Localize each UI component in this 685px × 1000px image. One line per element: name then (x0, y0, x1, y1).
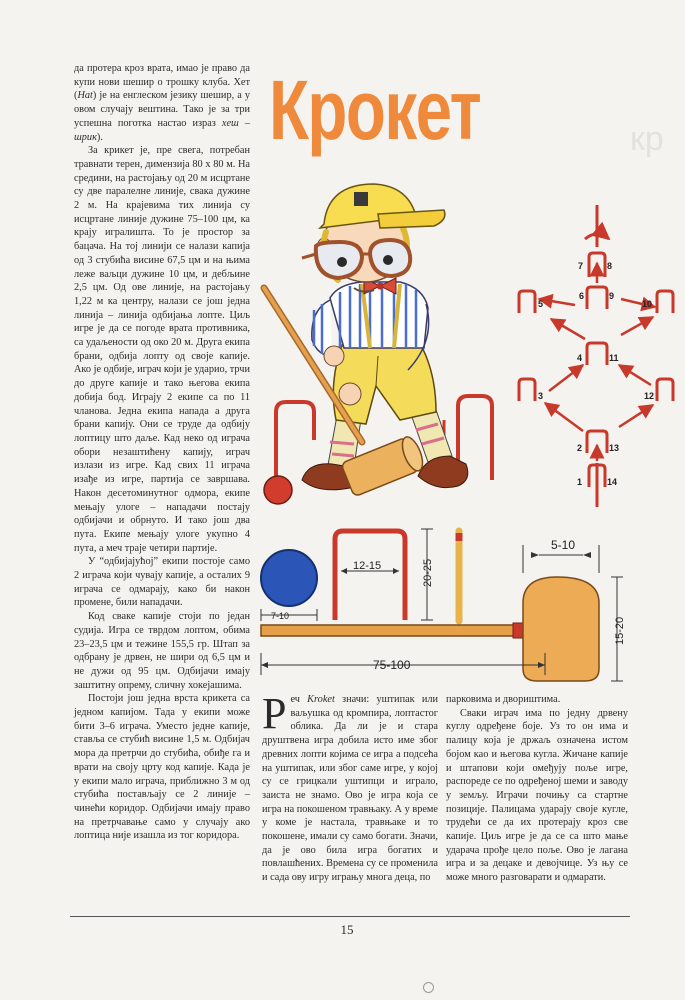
wicket-number-7: 7 (578, 261, 584, 271)
wicket-12 (657, 379, 673, 401)
paragraph-1: да протера кроз врата, имао је право да купи нови шешир о трошку клуба. Хет (Hat) је на енглеском језику шешир, а у овом случају вештина. Тако је за три успешна поготка настао израз хеш – шрик). (74, 63, 250, 143)
croquet-boy-illustration (258, 180, 508, 510)
wicket-5 (519, 291, 535, 313)
middle-column (262, 689, 438, 885)
wicket-number-14: 14 (607, 477, 618, 487)
page-number: 15 (340, 922, 354, 937)
page-title: Крокет (269, 63, 481, 157)
registration-mark-icon (423, 982, 434, 993)
left-column (74, 62, 250, 843)
wicket-number-9: 9 (609, 291, 615, 301)
wicket-number-5: 5 (538, 299, 544, 309)
paragraph-2: За крикет је, пре свега, потребан травнати терен, димензија 80 х 80 м. На средини, на растојању од 20 м исцртане су две паралелне линије, свака дужине 2 м. На крајевима тих линија су исцртане линије дужине 75–100 цм, ка крају игралишта. То је простор за бацача. На тој линији се налази капија од 3 стубића висине 67,5 цм и на њима леже ваљци дужине 10 цм, и дебљине 2,5 цм. Од ове линије, на растојању 1,22 м ка центру, налази се још једна линија – линија одбијања лопте. Циљ игре је да се погоде врата противника, са удаљености од око 20 м. Друга екипа брани, одбија лопту од своје капије. Ако је одбије, играч који је ударио, трчи до друге капије и тако његова екипа добија бод. Играју 2 екипе са по 11 чланова. Једна екипа напада а друга брани капију. Они се труде да одбију лоптицу што даље. Кад неко од играча обори незаштићену капију, играч излази из игре. Кад свих 11 играча изађе из игре, партија се завршава. Након десетоминутног одмора, екипе мењају улоге – нападачи постају одбијачи и обрнуто. И тако још два пута. Екипе мењају улоге укупно 4 пута, а меч траје четири партије. (74, 145, 250, 554)
wicket-height-label: 20-25 (422, 558, 434, 587)
wicket-number-4: 4 (577, 353, 583, 363)
intro-paragraph: Реч Kroket значи: уштипак или ваљушка од кромпира, лоптастог облика. Да ли је и стара друштвена игра добила исто име због древних лопти којима се игра а подсећа на уштипак, или због саме игре, у којој су се грицкали уштипци и играло, заиста не знамо. Ово је игра која се игра на покошеном травњаку. А у време у коме је настала, травњаке и то покошене, имали су само богати. Значи, да је ово била игра богатих и повлашћених. Времена су се променила и сада ову игру игрању многа деца, по (262, 689, 438, 884)
wicket-number-6: 6 (579, 291, 585, 301)
wicket-number-2: 2 (577, 443, 583, 453)
head-diameter-label: 5-10 (551, 538, 576, 552)
right-paragraph-1: парковима и двориштима. (446, 694, 561, 705)
wicket-10 (657, 291, 673, 313)
paragraph-5: Постоји још једна врста крикета са једном капијом. Тада у екипи може бити 3–6 играча. Уместо једне капије, ставља се стубић висине 1,5 м. Одбијач мора да претрчи до стубића, обиђе га и врати на своју црту код капије. Када је у екипи мало играча, приближно 3 м од стубића постављају се 2 линије – чинећи коридор. Одбијачи имају право на претрчавање само у случају ако лоптица није изашла из тог коридора. (74, 693, 250, 842)
wicket-number-1: 1 (577, 477, 583, 487)
paragraph-4: Код сваке капије стоји по један судија. Игра се тврдом лоптом, обима 23–23,5 цм и тежине 155,5 гр. Штап за одбрану је дрвен, не шири од 6,5 цм и не дужи од 95 цм. Одбијачи имају заштитну опрему, сличну хокејашима. (74, 611, 250, 691)
wicket-number-12: 12 (644, 391, 655, 401)
drop-cap: Р (262, 689, 287, 738)
wicket-number-3: 3 (538, 391, 544, 401)
mallet-length-label: 75-100 (373, 658, 411, 672)
wicket-number-11: 11 (609, 353, 619, 363)
wicket-4-11 (587, 343, 607, 365)
wicket-number-10: 10 (642, 299, 653, 309)
blue-ball (261, 550, 317, 606)
wicket (335, 531, 405, 620)
mallet-handle (261, 625, 517, 636)
footer-rule (70, 916, 630, 917)
wicket-width-label: 12-15 (353, 560, 382, 572)
head-length-label: 15-20 (614, 616, 626, 645)
wicket-6-9 (587, 287, 607, 309)
faded-ghost-letters: кр (630, 120, 664, 158)
course-layout-diagram (505, 195, 685, 515)
wicket-number-8: 8 (607, 261, 613, 271)
wicket-3 (519, 379, 535, 401)
right-paragraph-2: Сваки играч има по једну дрвену куглу одређене боје. Уз то он има и палицу која је држаљ означена истом бојом као и његова кугла. Жичане капије и штапови који омеђују поље игре, распореде се по одређеној шеми и заводу у земљу. Играчи почињу са стартне позиције. Палицама ударају своје кугле, трудећи се да их протерају кроз све капије. Циљ игре је да се са што мање ударача прође цело поље. Ово је лагана игра и за децаке и девојчице. Уз њу се може много разговарати и одмарати. (446, 707, 628, 884)
ball-diameter-label: 7-10 (271, 611, 290, 621)
equipment-dimensions-diagram (255, 525, 630, 690)
right-column (446, 693, 628, 885)
paragraph-3: У “одбијајућој” екипи постоје само 2 играча који чувају капије, а осталих 9 играча се одмарају, како би након промене, били нападачи. (74, 556, 250, 609)
wicket-number-13: 13 (609, 443, 620, 453)
